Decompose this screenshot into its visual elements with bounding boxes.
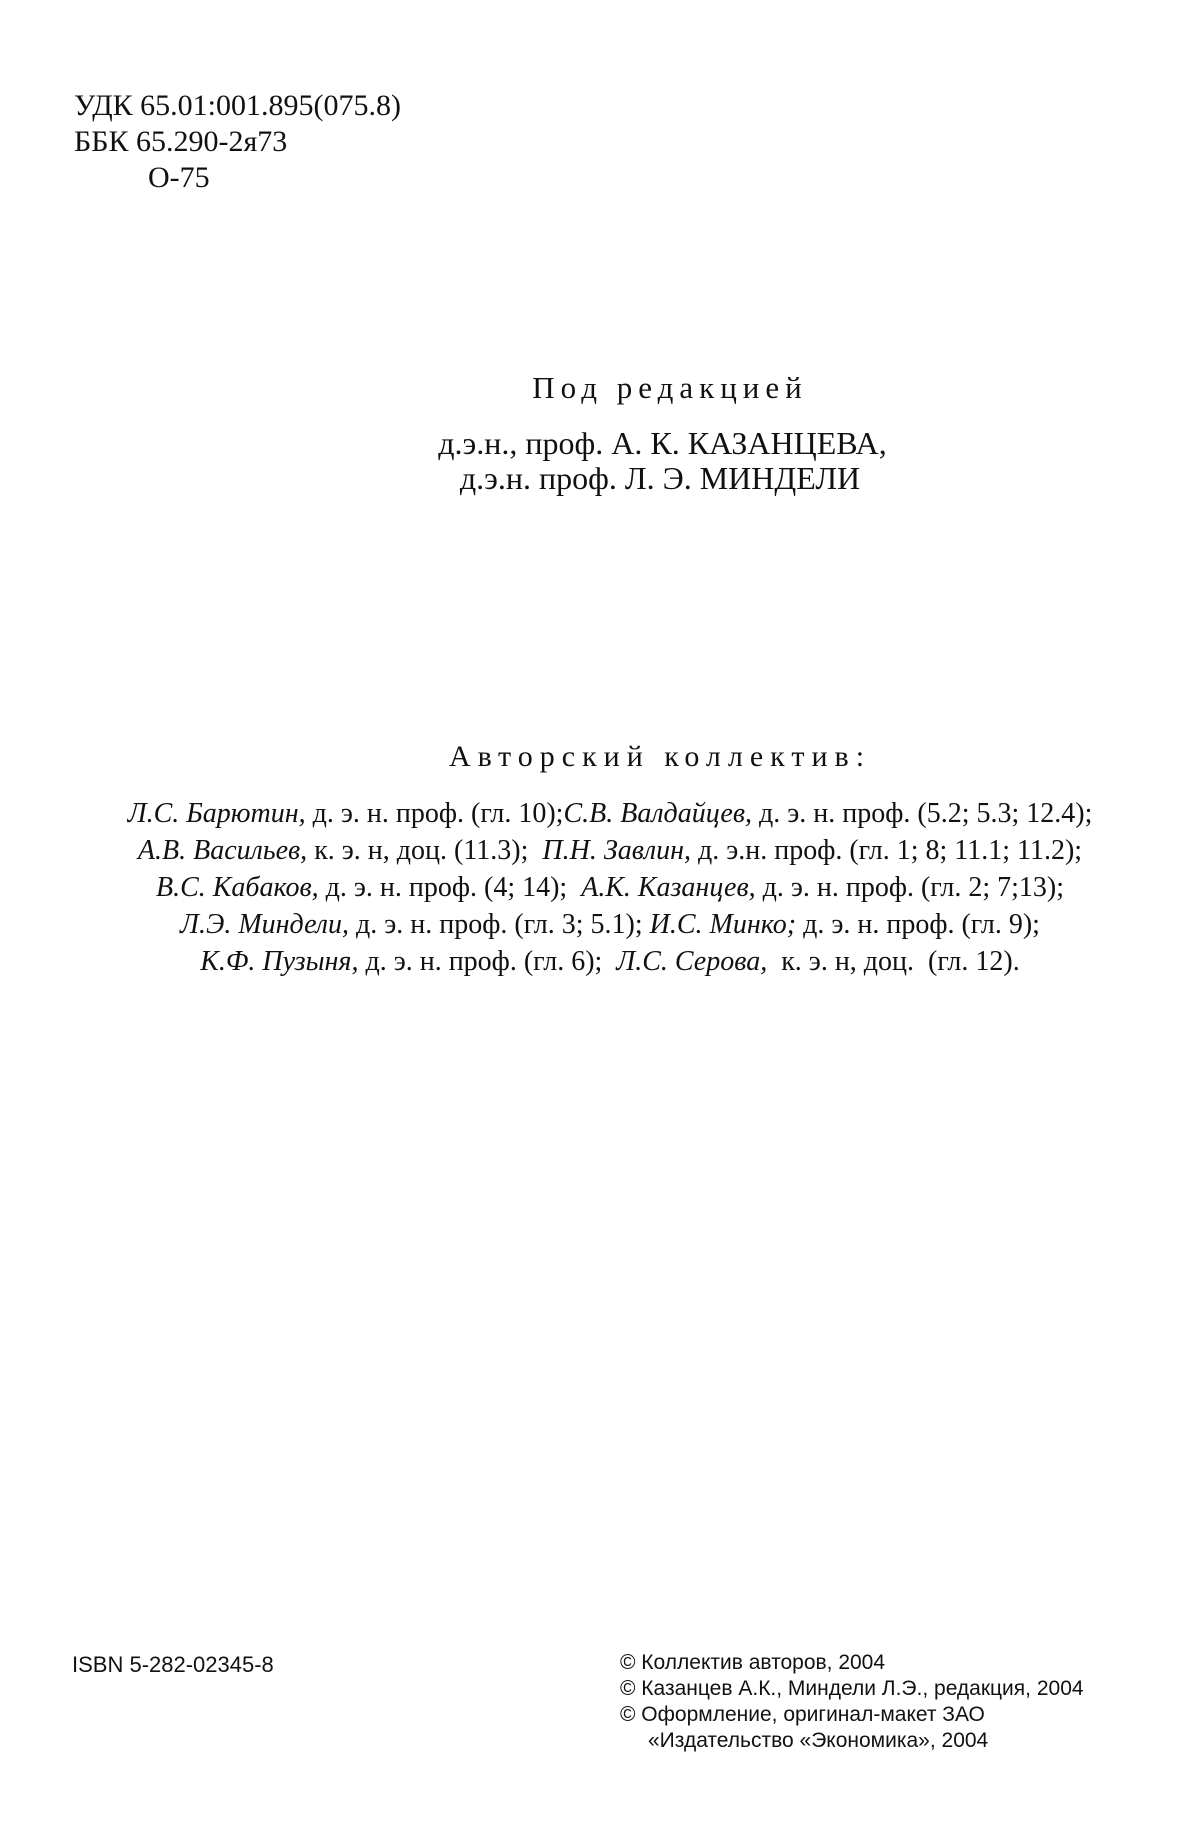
author-info: д. э. н. проф. (4; 14);: [318, 872, 582, 903]
editors-heading: Под редакцией: [532, 370, 808, 405]
author-name: К.Ф. Пузыня,: [200, 946, 359, 977]
bbk-code: ББК 65.290-2я73: [74, 125, 288, 158]
author-name: А.К. Казанцев,: [581, 872, 756, 903]
author-name: В.С. Кабаков,: [155, 872, 319, 903]
isbn: ISBN 5-282-02345-8: [72, 1652, 274, 1677]
author-name: И.С. Минко;: [649, 909, 797, 940]
author-info: д. э.н. проф. (гл. 1; 8; 11.1; 11.2);: [690, 835, 1083, 866]
author-info: д. э. н. проф. (гл. 10);: [305, 798, 564, 829]
author-name: С.В. Валдайцев,: [563, 798, 753, 829]
author-info: к. э. н, доц. (11.3);: [307, 835, 543, 866]
editor-line-1: д.э.н., проф. А. К. КАЗАНЦЕВА,: [438, 425, 887, 461]
authors-row: [80, 869, 1140, 906]
author-mark: О-75: [148, 161, 210, 194]
copyright-line: © Коллектив авторов, 2004: [620, 1651, 886, 1674]
authors-row: [80, 795, 1140, 832]
author-name: П.Н. Завлин,: [542, 835, 691, 866]
author-info: д. э. н. проф. (гл. 9);: [796, 909, 1040, 940]
author-name: Л.С. Серова,: [616, 946, 768, 977]
author-info: д. э. н. проф. (гл. 6);: [358, 946, 617, 977]
authors-row: [80, 832, 1140, 869]
copyright-block: [620, 1650, 1084, 1754]
author-name: А.В. Васильев,: [137, 835, 308, 866]
classification-codes: [74, 88, 401, 196]
udk-code: УДК 65.01:001.895(075.8): [74, 89, 401, 122]
author-name: Л.Э. Миндели,: [180, 909, 350, 940]
author-info: д. э. н. проф. (5.2; 5.3; 12.4);: [752, 798, 1093, 829]
editor-line-2: д.э.н. проф. Л. Э. МИНДЕЛИ: [459, 460, 861, 496]
copyright-line: «Издательство «Экономика», 2004: [648, 1729, 989, 1752]
authors-heading: Авторский коллектив:: [448, 740, 872, 773]
copyright-line: © Казанцев А.К., Миндели Л.Э., редакция, 2004: [620, 1677, 1084, 1700]
author-info: к. э. н, доц. (гл. 12).: [767, 946, 1020, 977]
author-info: д. э. н. проф. (гл. 3; 5.1);: [349, 909, 650, 940]
authors-row: [80, 943, 1140, 980]
authors-row: [80, 906, 1140, 943]
author-name: Л.С. Барютин,: [127, 798, 306, 829]
authors-list: [0, 795, 1200, 980]
copyright-line: © Оформление, оригинал-макет ЗАО: [620, 1703, 985, 1726]
author-info: д. э. н. проф. (гл. 2; 7;13);: [755, 872, 1065, 903]
